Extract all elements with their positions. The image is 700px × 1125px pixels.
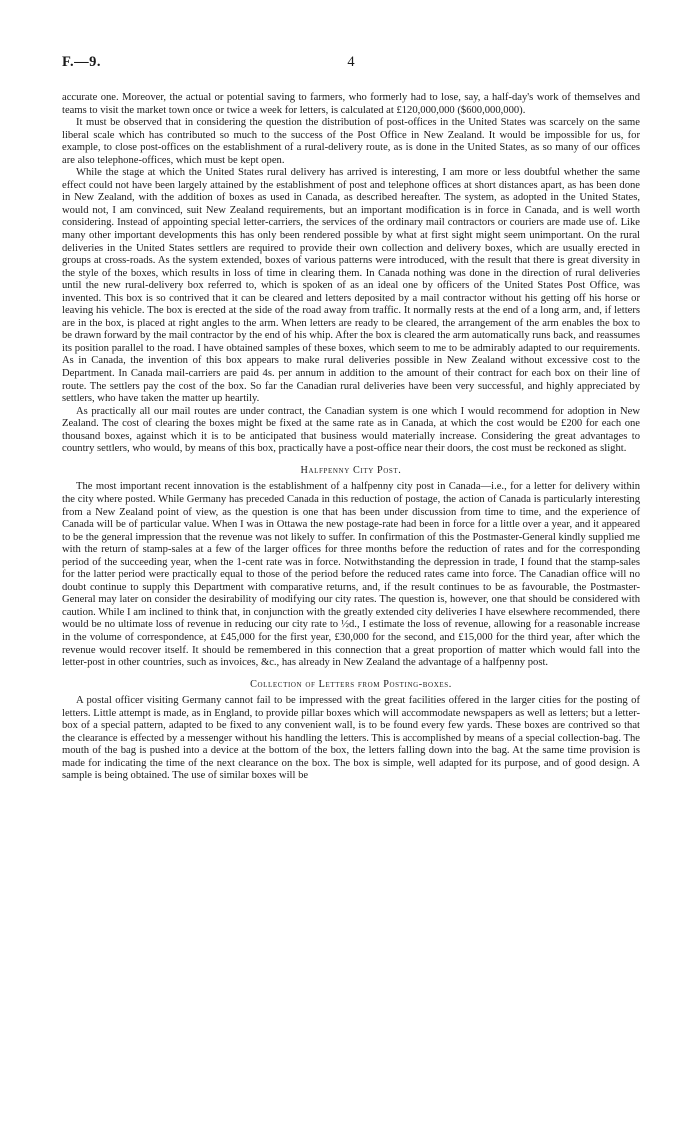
- section-continuation: [62, 92, 640, 456]
- document-body: [62, 92, 640, 783]
- document-id: F.—9.: [62, 54, 102, 70]
- section-heading: Halfpenny City Post.: [300, 464, 402, 476]
- paragraph: accurate one. Moreover, the actual or potential saving to farmers, who formerly had to lose, say, a half-day's work of themselves and teams to visit the market town once or twice a week for letters, is calculated at £120,000,000 ($600,000,000).: [62, 92, 640, 116]
- paragraph: It must be observed that in considering the question the distribution of post-offices in the United States was scarcely on the same liberal scale which has contributed so much to the success of the Post Office in New Zealand. It would be impossible for us, for example, to close post-offices on the establishment of a rural-delivery route, as is done in the United States, as so many of our offices are also telephone-offices, which must be kept open.: [62, 117, 640, 166]
- paragraph: A postal officer visiting Germany cannot fail to be impressed with the great facilities offered in the larger cities for the posting of letters. Little attempt is made, as in England, to provide pillar boxes which will accommodate newspapers as well as letters; but a letter-box of a special pattern, adapted to be fixed to any convenient wall, is to be found every few yards. These boxes are contrived so that the clearance is effected by a messenger without his handling the letters. This is accomplished by means of a special collection-bag. The mouth of the bag is pushed into a device at the bottom of the box, the letters falling down into the bag. At the same time provision is made for indicating the time of the next clearance on the box. The box is simple, well adapted for its purpose, and of good design. A sample is being obtained. The use of similar boxes will be: [62, 695, 640, 782]
- section-heading: Collection of Letters from Posting-boxes.: [250, 678, 452, 690]
- page-header: [62, 54, 640, 84]
- section-collection-of-letters: [62, 679, 640, 783]
- page-number: 4: [347, 54, 355, 70]
- section-halfpenny-city-post: [62, 465, 640, 670]
- paragraph: The most important recent innovation is the establishment of a halfpenny city post in Canada—i.e., for a letter for delivery within the city where posted. While Germany has preceded Canada in this reduction of postage, the action of Canada is particularly interesting from a New Zealand point of view, as the question is one that has been under discussion from time to time, and the experience of Canada will be of particular value. When I was in Ottawa the new postage-rate had been in force for a little over a year, and it appeared to be the general impression that the revenue was not likely to suffer. In confirmation of this the Postmaster-General kindly supplied me with the return of stamp-sales at a few of the larger offices for three months before the reduction of rates and for the corresponding period of the succeeding year, when the 1-cent rate was in force. Notwithstanding the depression in trade, I found that the stamp-sales for the latter period were practically equal to those of the period before the reduced rates came into force. The Canadian office will no doubt continue to supply this Department with comparative returns, and, if the result continues to be as favourable, the Postmaster-General may later on consider the desirability of modifying our city rates. The question is, however, one that should be considered with caution. While I am inclined to think that, in conjunction with the greatly extended city deliveries I have elsewhere recommended, there would be no ultimate loss of revenue in reducing our city rate to ½d., I estimate the loss of revenue, allowing for a reasonable increase in the volume of correspondence, at £45,000 for the first year, £30,000 for the second, and £15,000 for the third year, after which the revenue would recover itself. It should be remembered in this connection that a great proportion of matter which would fall into the letter-post in other countries, such as invoices, &c., has already in New Zealand the advantage of a halfpenny post.: [62, 481, 640, 669]
- paragraph: While the stage at which the United States rural delivery has arrived is interesting, I am more or less doubtful whether the same effect could not have been largely attained by the establishment of post and telephone offices at short distances apart, as has been done in New Zealand, with the addition of boxes as used in Canada, as described hereafter. The system, as adopted in the United States, would not, I am convinced, suit New Zealand requirements, but an important modification is in force in Canada, and is well worth considering. Instead of appointing special letter-carriers, the services of the ordinary mail contractors or couriers are made use of. Like many other important developments this has only been rendered possible by what at first sight might seem unimportant. On the rural deliveries in the United States settlers are required to provide their own collection and delivery boxes, which are usually erected in groups at cross-roads. As the system extended, boxes of various patterns were introduced, with the result that there is great diversity in the style of the boxes, which results in loss of time in clearing them. In Canada nothing was done in the direction of rural deliveries until the new rural-delivery box referred to, which is spoken of as an ideal one by officers of the United States Post Office, was invented. This box is so contrived that it can be cleared and letters deposited by a mail contractor without his getting off his horse or leaving his vehicle. The box is erected at the side of the road away from traffic. It normally rests at the end of a long arm, and, if letters are in the box, is placed at right angles to the arm. When letters are ready to be cleared, the arrangement of the arm enables the box to be drawn forward by the mail contractor by the end of his whip. After the box is cleared the arm automatically runs back, and reassumes its position parallel to the road. I have obtained samples of these boxes, which seem to me to be admirably adapted to our requirements. As in Canada, the invention of this box appears to make rural deliveries possible in New Zealand without excessive cost to the Department. In Canada mail-carriers are paid 4s. per annum in addition to the amount of their contract for each box on their line of route. The settlers pay the cost of the box. So far the Canadian rural deliveries have been very successful, and highly appreciated by settlers, who have taken the matter up heartily.: [62, 167, 640, 405]
- paragraph: As practically all our mail routes are under contract, the Canadian system is one which I would recommend for adoption in New Zealand. The cost of clearing the boxes might be fixed at the same rate as in Canada, at which the cost would be £200 for each one thousand boxes, against which it is to be anticipated that business would materially increase. Considering the great advantages to country settlers, who would, by means of this box, practically have a post-office near their doors, the cost must be reckoned as slight.: [62, 405, 640, 455]
